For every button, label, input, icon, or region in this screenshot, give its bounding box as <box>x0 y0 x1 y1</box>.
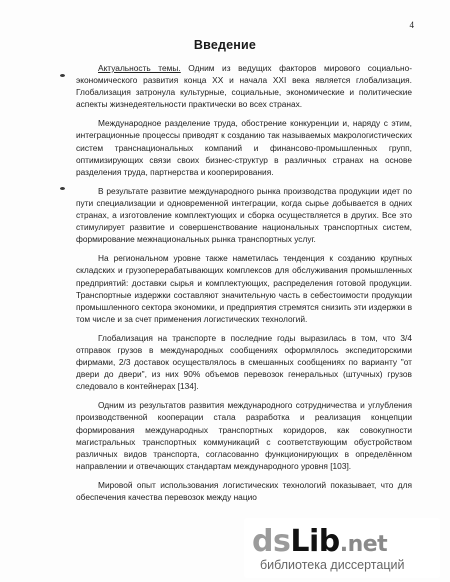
dslib-watermark[interactable] <box>244 518 440 578</box>
paragraph-6: Одним из результатов развития международного сотрудничества и углубления производственной кооперации стала разработка и реализация концепции формирования международных транспортных коридоров, как совокупности магистральных транспортных коммуникаций с соответствующим обустройством различных видов транспорта, согласованно функционирующих в определённом направлении и отвечающих стандартам международного уровня [103]. <box>76 400 412 471</box>
page-number: 4 <box>409 20 414 30</box>
document-body <box>76 62 412 510</box>
scan-mark <box>60 187 65 190</box>
paragraph-5: Глобализация на транспорте в последние годы выразилась в том, что 3/4 отправок грузов в международных сообщениях оформлялось экспедиторскими фирмами, 2/3 доставок осуществлялось в смешанных сообщениях по варианту "от двери до двери", из них 90% объемов перевозок генеральных (штучных) грузов следовало в контейнерах [134]. <box>76 332 412 392</box>
paragraph-4: На региональном уровне также наметилась тенденция к созданию крупных складских и грузоперерабатывающих комплексов для обслуживания промышленных предприятий: доставки сырья и комплектующих, распределения готовой продукции. Транспортные издержки составляют значительную часть в себестоимости продукции промышленного сектора экономики, и предприятия стремятся снизить эти издержки в том числе и за счет применения логистических технологий. <box>76 253 412 324</box>
paragraph-relevance <box>76 62 412 110</box>
page-title: Введение <box>193 38 257 52</box>
dslib-logo: dsLib.net <box>252 524 388 559</box>
relevance-heading: Актуальность темы. <box>98 63 181 73</box>
dslib-subtitle: библиотека диссертаций <box>260 558 405 572</box>
paragraph-7: Мировой опыт использования логистических технологий показывает, что для обеспечения качества перевозок между нацио <box>76 479 412 502</box>
paragraph-2: Международное разделение труда, обострение конкуренции и, наряду с этим, интеграционные процессы приводят к созданию так называемых макрологистических систем транснациональных компаний и финансово-промышленных групп, оптимизирующих связи своих бизнес-структур в различных странах на основе разделения труда, партнерства и кооперирования. <box>76 118 412 177</box>
scan-mark <box>60 74 65 77</box>
paragraph-3: В результате развитие международного рынка производства продукции идет по пути специализации и одновременной интеграции, когда сырье добывается в одних странах, а изготовление комплектующих и сборка осуществляется в других. Все это стимулирует развитие и совершенствование национальных транспортных систем, формирование межнациональных рынка транспортных услуг. <box>76 185 412 245</box>
relevance-text: Одним из ведущих факторов мирового социально-экономического развития конца XX и начала XXI века является глобализация. Глобализация затронула культурные, социальные, экономические и политические аспекты жизнедеятельности практически во всех странах. <box>76 63 412 110</box>
